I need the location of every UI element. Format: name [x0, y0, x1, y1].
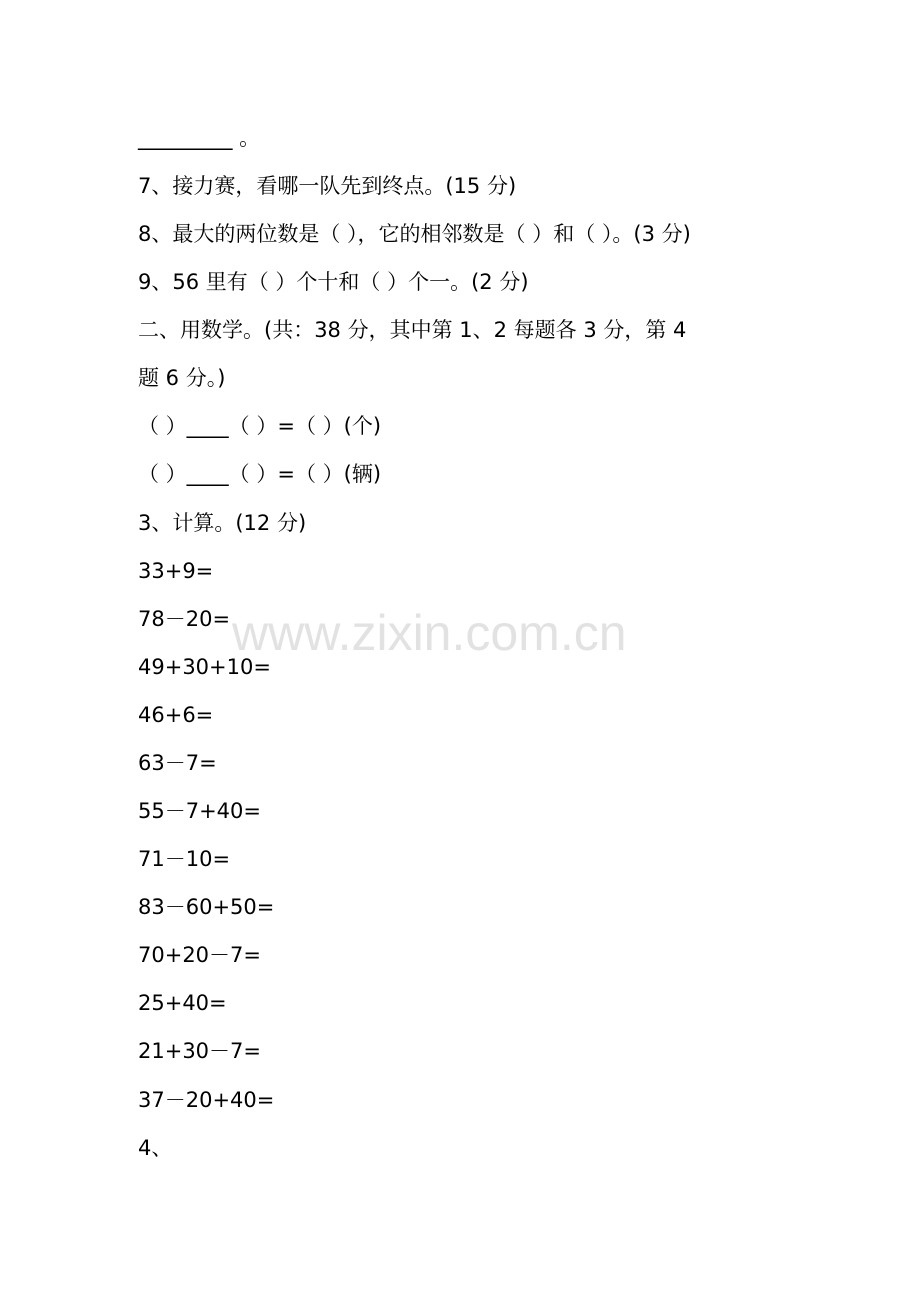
calc-item: 49+30+10=	[138, 655, 271, 679]
section-2-heading: 二、用数学。(共：38 分，其中第 1、2 每题各 3 分，第 4	[138, 318, 687, 342]
calc-item: 25+40=	[138, 991, 227, 1015]
section-2-heading-continued: 题 6 分。)	[138, 366, 226, 390]
calc-item: 71－10=	[138, 847, 231, 871]
question-4-heading: 4、	[138, 1136, 173, 1160]
calc-item: 83－60+50=	[138, 895, 275, 919]
calc-item: 21+30－7=	[138, 1039, 261, 1063]
calc-item: 37－20+40=	[138, 1088, 275, 1112]
calc-item: 70+20－7=	[138, 943, 261, 967]
watermark-text: www.zixin.com.cn	[232, 605, 627, 661]
calc-item: 63－7=	[138, 751, 217, 775]
calc-item: 46+6=	[138, 703, 214, 727]
calc-item: 33+9=	[138, 559, 214, 583]
question-8: 8、最大的两位数是（ ），它的相邻数是（ ）和（ ）。(3 分)	[138, 222, 691, 246]
equation-blank-1: （ ）____（ ）=（ ）(个)	[138, 414, 382, 438]
question-3-heading: 3、计算。(12 分)	[138, 511, 307, 535]
answer-blank-line: _________ 。	[138, 126, 261, 150]
calc-item: 78－20=	[138, 607, 231, 631]
equation-blank-2: （ ）____（ ）=（ ）(辆)	[138, 462, 382, 486]
question-7: 7、接力赛，看哪一队先到终点。(15 分)	[138, 174, 517, 198]
calc-item: 55－7+40=	[138, 799, 261, 823]
question-9: 9、56 里有（ ）个十和（ ）个一。(2 分)	[138, 270, 529, 294]
